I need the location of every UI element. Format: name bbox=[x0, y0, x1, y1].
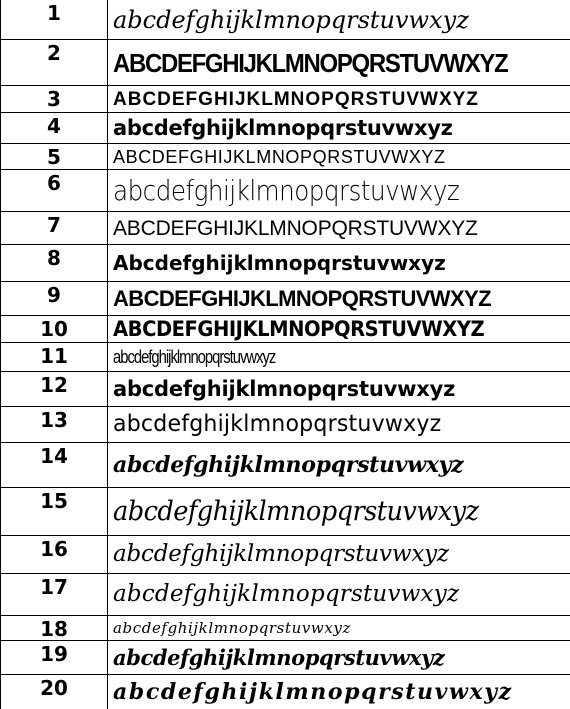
row-number: 17 bbox=[40, 575, 68, 599]
row-number: 18 bbox=[40, 617, 68, 641]
row-number: 12 bbox=[40, 373, 68, 397]
font-row-8 bbox=[1, 245, 570, 282]
font-sample: Abcdefghijklmnopqrstuvwxyz bbox=[113, 251, 446, 275]
font-row-12 bbox=[1, 372, 570, 407]
row-number: 6 bbox=[47, 171, 61, 195]
font-row-5 bbox=[1, 144, 570, 170]
font-row-15 bbox=[1, 488, 570, 536]
font-sample: abcdefghijklmnopqrstuvwxyz bbox=[113, 452, 464, 478]
font-sample: abcdefghijklmnopqrstuvwxyz bbox=[113, 173, 460, 207]
font-row-16 bbox=[1, 536, 570, 574]
row-number: 3 bbox=[47, 87, 61, 111]
font-row-3 bbox=[1, 86, 570, 113]
font-sample: abcdefghijklmnopqrstuvwxyz bbox=[113, 645, 445, 670]
row-number: 9 bbox=[47, 283, 61, 307]
row-number: 15 bbox=[40, 489, 68, 513]
row-number: 5 bbox=[47, 145, 61, 169]
font-sample: ABCDEFGHIJKLMNOPQRSTUVWXYZ bbox=[113, 285, 491, 311]
font-sample: abcdefghijklmnopqrstuvwxyz bbox=[113, 496, 479, 527]
font-sample: abcdefghijklmnopqrstuvwxyz bbox=[113, 115, 453, 140]
font-sample: abcdefghijklmnopqrstuvwxyz bbox=[113, 411, 442, 437]
font-row-4 bbox=[1, 113, 570, 144]
font-row-17 bbox=[1, 574, 570, 616]
font-sample: abcdefghijklmnopqrstuvwxyz bbox=[113, 5, 469, 34]
font-row-9 bbox=[1, 282, 570, 316]
font-sample: ABCDEFGHIJKLMNOPQRSTUVWXYZ bbox=[113, 47, 508, 78]
row-number: 4 bbox=[47, 114, 61, 138]
font-row-10 bbox=[1, 316, 570, 343]
row-number: 10 bbox=[40, 317, 68, 341]
row-number: 8 bbox=[47, 246, 61, 270]
row-number: 16 bbox=[40, 537, 68, 561]
font-row-11 bbox=[1, 343, 570, 372]
row-number: 2 bbox=[47, 41, 61, 65]
row-number: 14 bbox=[40, 444, 68, 468]
font-row-14 bbox=[1, 443, 570, 488]
font-row-18 bbox=[1, 616, 570, 641]
row-number: 19 bbox=[40, 642, 68, 666]
font-sample: ABCDEFGHIJKLMNOPQRSTUVWXYZ bbox=[113, 316, 485, 341]
font-row-2 bbox=[1, 40, 570, 86]
font-row-13 bbox=[1, 407, 570, 443]
font-sample: ABCDEFGHIJKLMNOPQRSTUVWXYZ bbox=[113, 216, 478, 240]
font-sample: ABCDEFGHIJKLMNOPQRSTUVWXYZ bbox=[113, 88, 479, 110]
font-sample: abcdefghijklmnopqrstuvwxyz bbox=[113, 347, 276, 367]
row-number: 13 bbox=[40, 408, 68, 432]
font-sample: abcdefghijklmnopqrstuvwxyz bbox=[113, 581, 460, 607]
row-number: 7 bbox=[47, 213, 61, 237]
font-row-7 bbox=[1, 212, 570, 245]
font-row-19 bbox=[1, 641, 570, 675]
font-sample: abcdefghijklmnopqrstuvwxyz bbox=[113, 679, 513, 705]
font-sample: ABCDEFGHIJKLMNOPQRSTUVWXYZ bbox=[113, 146, 446, 167]
font-row-1 bbox=[1, 0, 570, 40]
row-number: 11 bbox=[40, 344, 68, 368]
row-number: 20 bbox=[40, 676, 68, 700]
font-row-20 bbox=[1, 675, 570, 709]
font-sample: abcdefghijklmnopqrstuvwxyz bbox=[113, 376, 456, 401]
font-sample: abcdefghijklmnopqrstuvwxyz bbox=[113, 541, 449, 567]
row-number: 1 bbox=[47, 1, 61, 25]
font-row-6 bbox=[1, 170, 570, 212]
font-sample: abcdefghijklmnopqrstuvwxyz bbox=[113, 618, 351, 637]
